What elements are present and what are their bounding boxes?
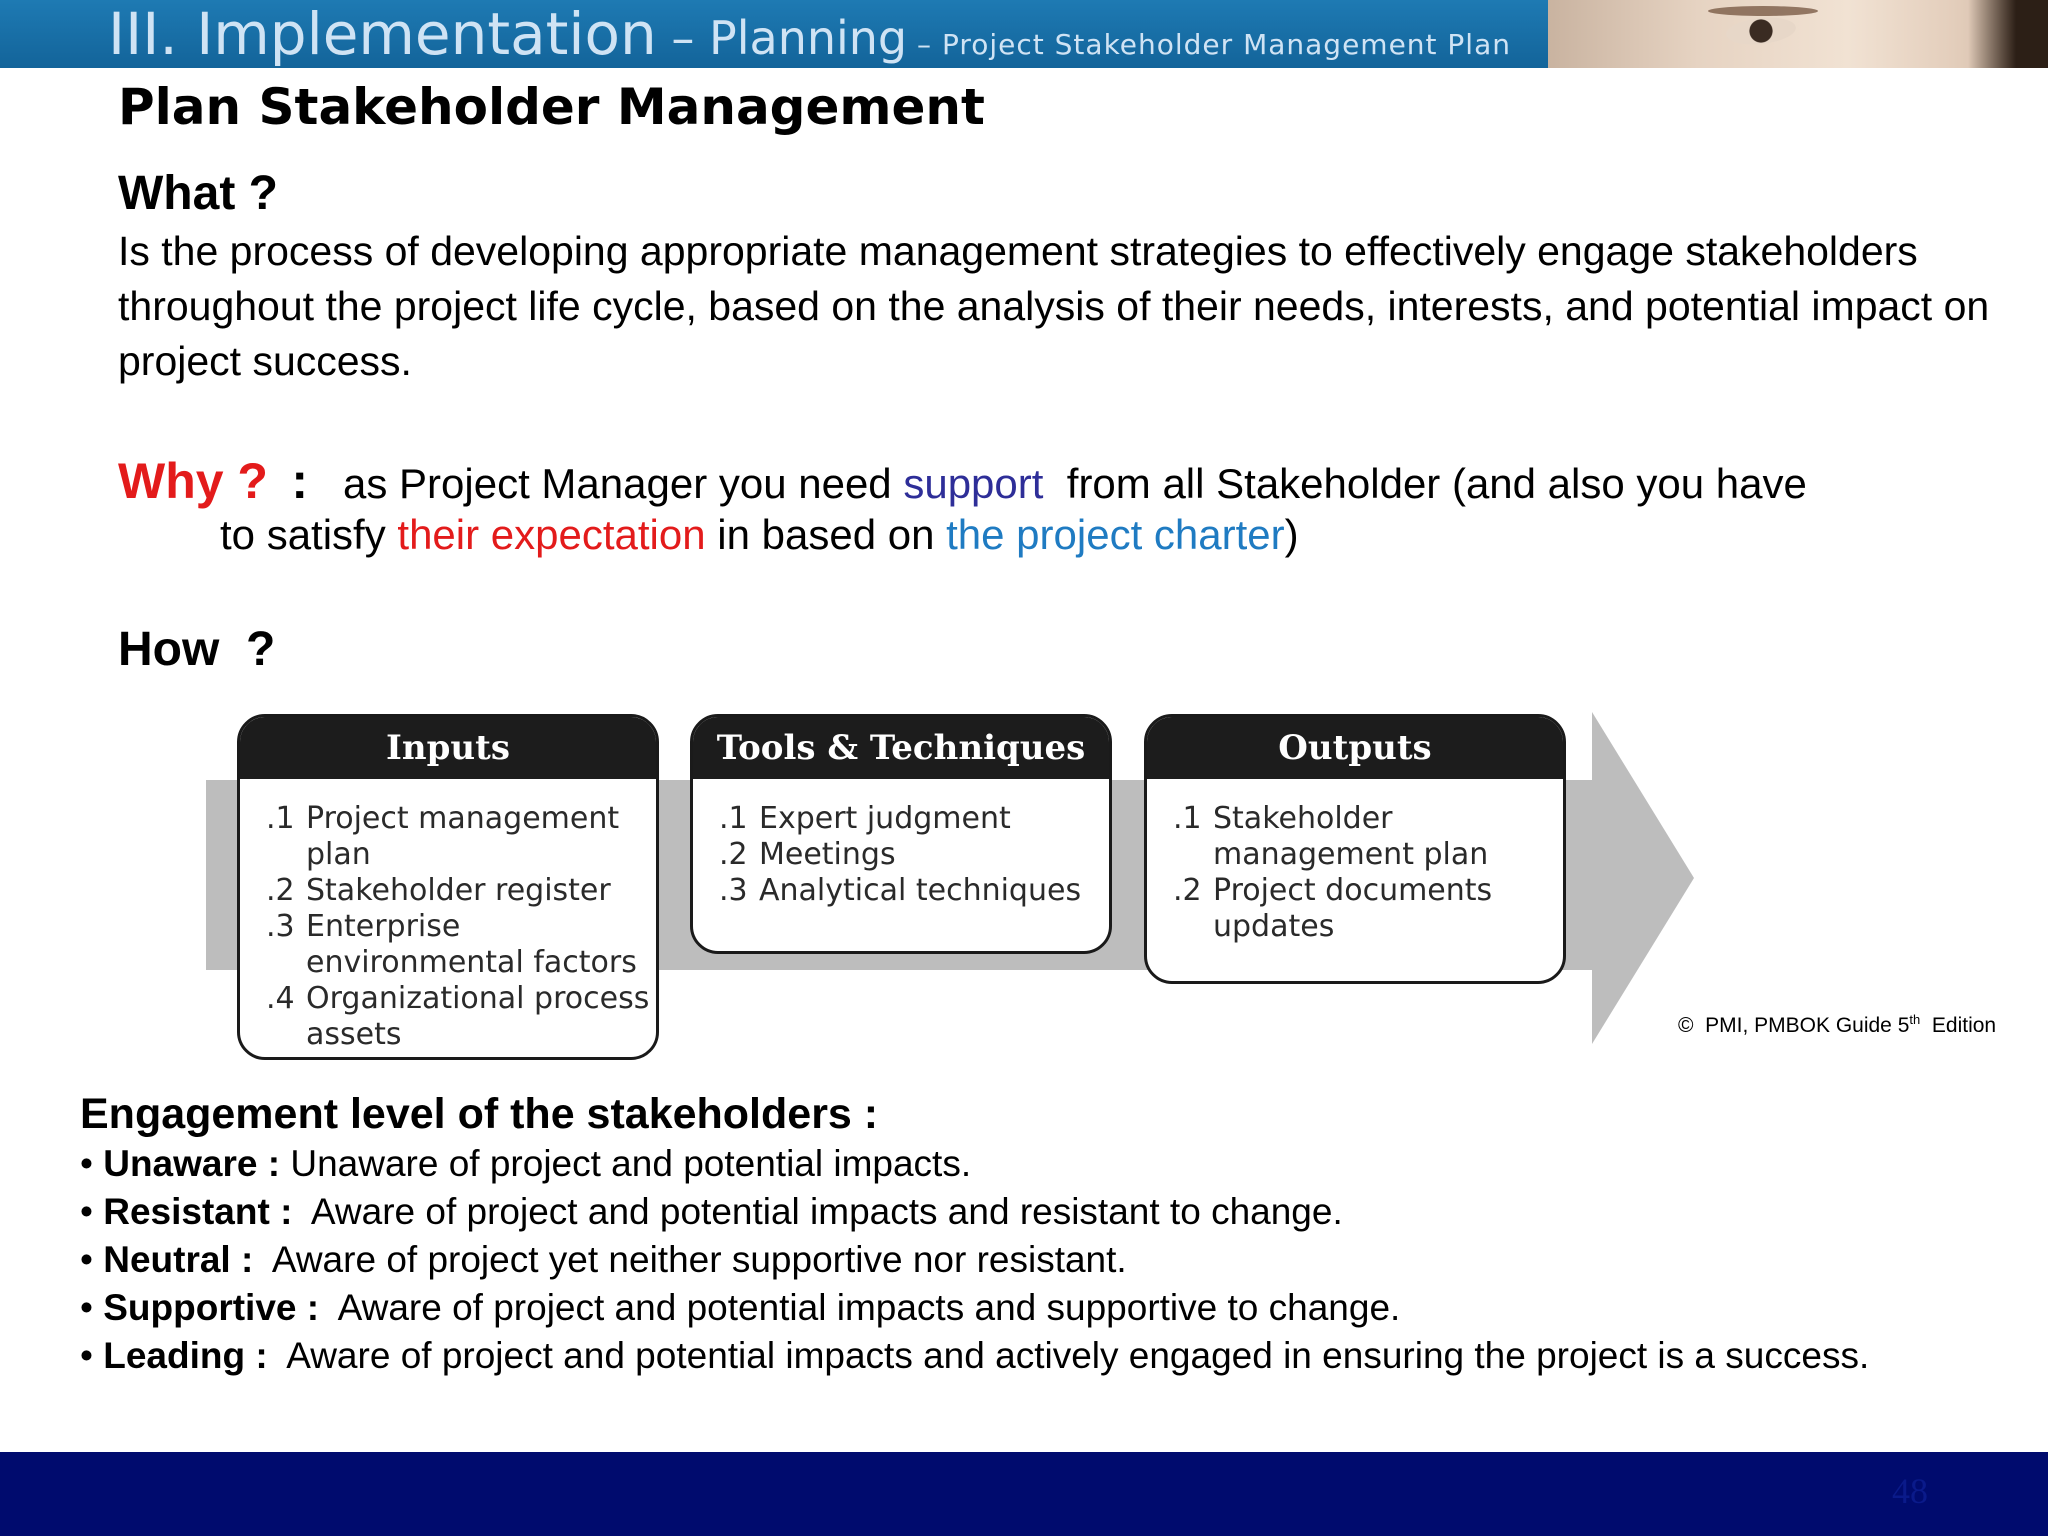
tools-box	[690, 714, 1112, 954]
slide-title: Plan Stakeholder Management	[118, 78, 985, 136]
header-title-small: Project Stakeholder Management Plan	[941, 28, 1511, 61]
inputs-list	[240, 779, 656, 1053]
header-title-main: III. Implementation	[108, 0, 657, 68]
list-item	[266, 873, 656, 909]
list-item: • Neutral : Aware of project yet neither supportive nor resistant.	[80, 1239, 1127, 1280]
why-text-part-1: as Project Manager you need	[343, 460, 904, 507]
list-item	[719, 801, 1109, 837]
item-text: Project management plan	[306, 801, 620, 872]
why-line-1	[118, 452, 1807, 510]
header-separator: –	[656, 11, 709, 65]
item-text: Enterprise environmental factors	[306, 909, 637, 980]
item-number: .3	[719, 873, 748, 908]
photo-hair	[1968, 0, 2048, 68]
engagement-title: Engagement level of the stakeholders :	[80, 1090, 879, 1138]
item-text: Project documents updates	[1213, 873, 1493, 944]
copyright-prefix: © PMI, PMBOK Guide 5	[1678, 1014, 1910, 1037]
why-highlight-charter: the project charter	[946, 511, 1285, 558]
list-item: • Unaware : Unaware of project and potential impacts.	[80, 1143, 972, 1184]
footer-bar	[0, 1452, 2048, 1536]
why-highlight-support: support	[903, 460, 1044, 507]
list-item	[1173, 801, 1563, 873]
list-item: • Leading : Aware of project and potential impacts and actively engaged in ensuring the project is a success.	[80, 1335, 1870, 1376]
tools-header: Tools & Techniques	[693, 717, 1109, 779]
why-label: Why ?	[118, 453, 268, 509]
why-text-part-5: )	[1284, 511, 1299, 558]
inputs-header: Inputs	[240, 717, 656, 779]
engagement-term: Supportive :	[103, 1287, 320, 1328]
outputs-box	[1144, 714, 1566, 984]
engagement-desc: Aware of project yet neither supportive nor resistant.	[253, 1239, 1127, 1280]
process-arrowhead	[1592, 712, 1694, 1044]
item-number: .1	[719, 801, 748, 836]
item-number: .2	[1173, 873, 1202, 908]
header-title-sub: Planning	[708, 11, 908, 65]
why-text-part-4: in based on	[705, 511, 947, 558]
item-number: .2	[719, 837, 748, 872]
list-item: • Supportive : Aware of project and potential impacts and supportive to change.	[80, 1287, 1401, 1328]
why-line-2	[220, 511, 1299, 559]
engagement-term: Leading :	[103, 1335, 268, 1376]
why-colon: :	[291, 453, 308, 509]
item-number: .2	[266, 873, 295, 908]
list-item	[266, 981, 656, 1053]
item-text: Stakeholder management plan	[1213, 801, 1489, 872]
engagement-desc: Aware of project and potential impacts and actively engaged in ensuring the project is a success.	[267, 1335, 1870, 1376]
item-number: .1	[266, 801, 295, 836]
outputs-list	[1147, 779, 1563, 945]
header-separator: –	[907, 28, 942, 61]
item-text: Analytical techniques	[759, 873, 1082, 908]
header-bar	[0, 0, 2048, 68]
engagement-term: Resistant :	[103, 1191, 293, 1232]
engagement-desc: Aware of project and potential impacts and resistant to change.	[292, 1191, 1343, 1232]
what-label: What ?	[118, 167, 278, 220]
list-item: • Resistant : Aware of project and potential impacts and resistant to change.	[80, 1191, 1343, 1232]
item-text: Stakeholder register	[306, 873, 611, 908]
list-item	[266, 909, 656, 981]
outputs-header: Outputs	[1147, 717, 1563, 779]
engagement-desc: Unaware of project and potential impacts.	[280, 1143, 972, 1184]
list-item	[1173, 873, 1563, 945]
what-text: Is the process of developing appropriate management strategies to effectively engage stakeholders throughout the project life cycle, based on the analysis of their needs, interests, and potential impact on project success.	[118, 228, 1990, 384]
engagement-desc: Aware of project and potential impacts and supportive to change.	[319, 1287, 1401, 1328]
page-number: 48	[1892, 1471, 1928, 1511]
inputs-box	[237, 714, 659, 1060]
list-item	[719, 873, 1109, 909]
header-photo	[1548, 0, 2048, 68]
why-highlight-expectation: their expectation	[397, 511, 706, 558]
item-number: .4	[266, 981, 295, 1016]
engagement-term: Unaware :	[103, 1143, 281, 1184]
item-text: Meetings	[759, 837, 896, 872]
why-text-part-3: to satisfy	[220, 511, 398, 558]
tools-list	[693, 779, 1109, 909]
item-text: Expert judgment	[759, 801, 1011, 836]
copyright-note	[1678, 1012, 1996, 1038]
copyright-suffix: Edition	[1920, 1014, 1997, 1037]
item-number: .3	[266, 909, 295, 944]
list-item	[266, 801, 656, 873]
item-text: Organizational process assets	[306, 981, 650, 1052]
how-label: How ?	[118, 623, 276, 676]
engagement-list	[80, 1140, 1869, 1380]
photo-brow	[1708, 6, 1818, 16]
item-number: .1	[1173, 801, 1202, 836]
header-title	[108, 2, 1511, 66]
copyright-sup: th	[1909, 1012, 1921, 1027]
why-text-part-2: from all Stakeholder (and also you have	[1043, 460, 1807, 507]
photo-eye	[1725, 14, 1797, 47]
engagement-term: Neutral :	[103, 1239, 254, 1280]
list-item	[719, 837, 1109, 873]
